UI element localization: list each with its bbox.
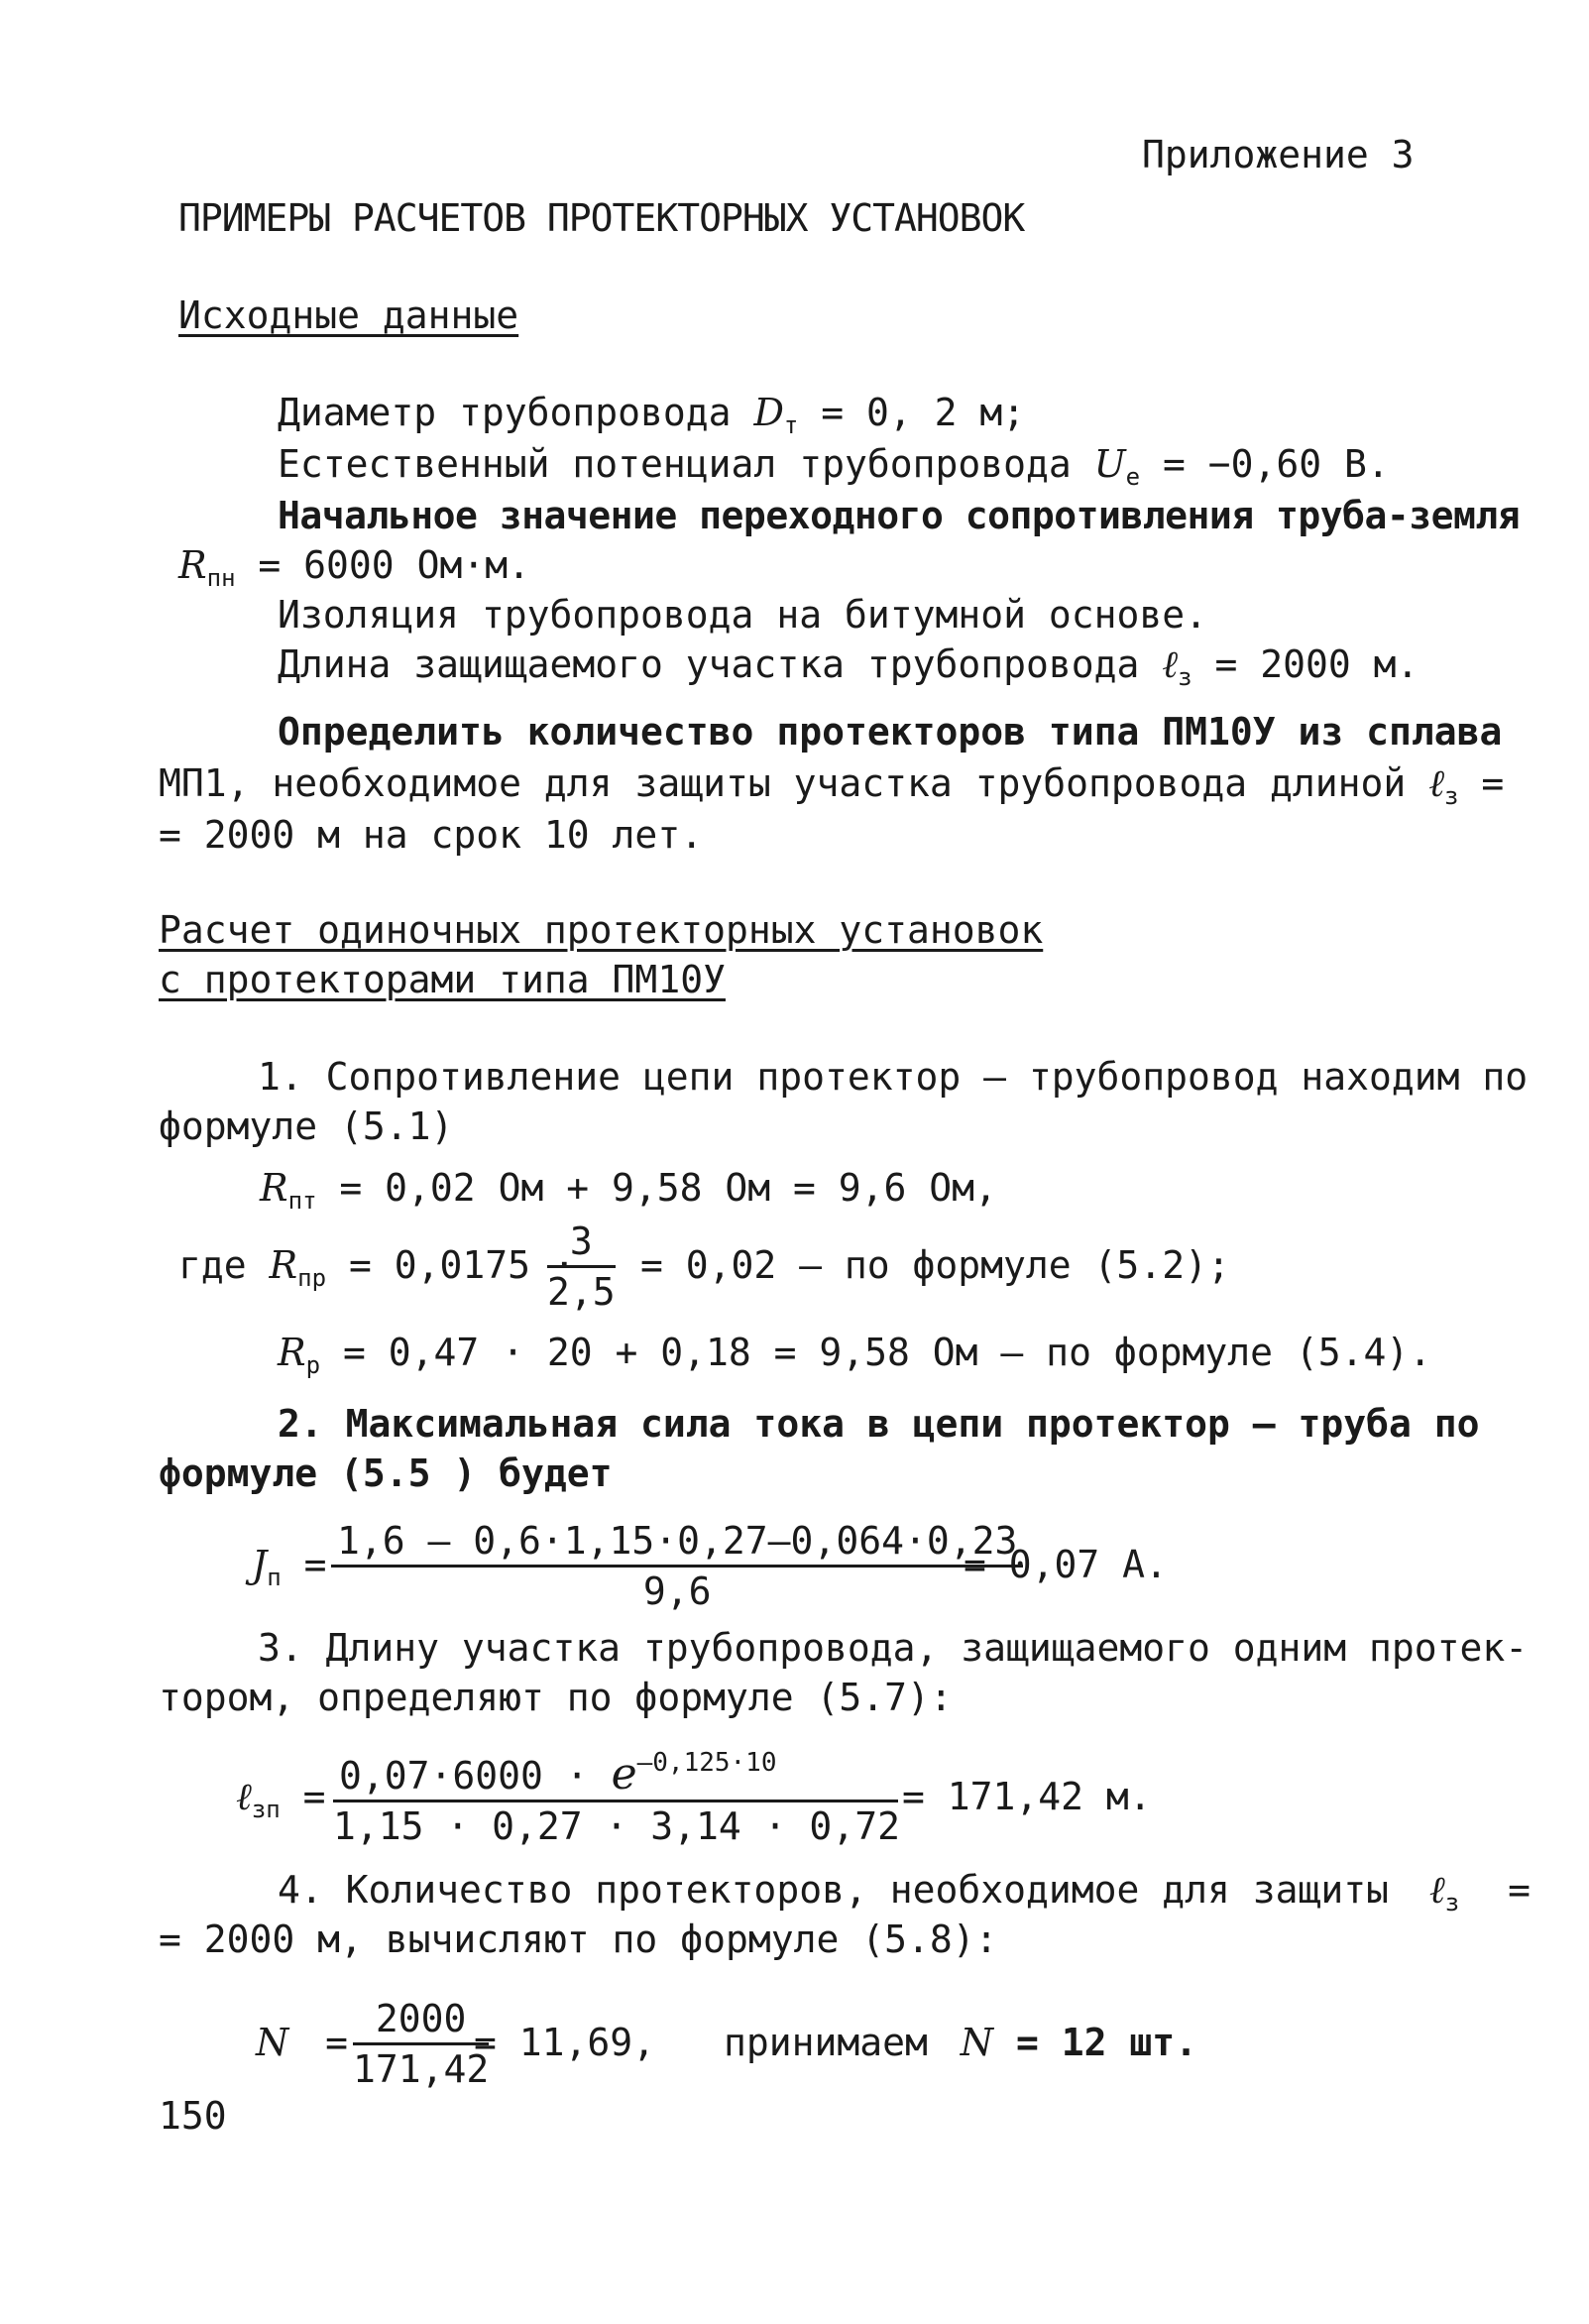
task-line-3: = 2000 м на срок 10 лет. <box>159 813 704 857</box>
rpt-subscript: пт <box>287 1187 317 1215</box>
count-numerator: 2000 <box>353 1997 489 2045</box>
potential-symbol: U <box>1093 442 1126 486</box>
page-number: 150 <box>159 2094 227 2138</box>
count-accept <box>724 2021 1197 2064</box>
source-data-heading: Исходные данные <box>178 293 519 337</box>
count-result: = 11,69, <box>474 2021 656 2064</box>
step2-line-1: 2. Максимальная сила тока в цепи протектор – труба по <box>278 1402 1480 1446</box>
rp-symbol: R <box>278 1331 306 1374</box>
current-fraction <box>331 1519 1023 1613</box>
resistance-line: Начальное значение переходного сопротивления труба-земля <box>278 494 1521 537</box>
current-symbol-wrap <box>252 1543 326 1599</box>
task-line-2 <box>159 761 1504 818</box>
exponent-base: e <box>611 1749 637 1800</box>
length-symbol: ℓ <box>1162 642 1179 686</box>
accept-value: = 12 шт. <box>1015 2021 1197 2064</box>
exponent-power: –0,125·10 <box>636 1748 777 1778</box>
length-line <box>278 642 1419 699</box>
current-equals: = <box>281 1543 327 1586</box>
rpr-lhs: = 0,0175 · <box>348 1243 576 1287</box>
count-denominator: 171,42 <box>353 2047 490 2091</box>
rp-formula <box>278 1331 1431 1387</box>
rp-subscript: р <box>305 1351 321 1379</box>
potential-label: Естественный потенциал трубопровода <box>278 442 1072 486</box>
rpt-formula <box>260 1166 997 1222</box>
length-per-protector-denominator: 1,15 · 0,27 · 3,14 · 0,72 <box>333 1804 900 1848</box>
length-per-protector-fraction <box>333 1741 898 1848</box>
current-numerator: 1,6 – 0,6·1,15·0,27–0,064·0,23 <box>331 1519 1023 1568</box>
rpt-symbol: R <box>260 1166 288 1210</box>
rpr-formula-left <box>178 1243 576 1300</box>
current-subscript: п <box>267 1564 282 1591</box>
current-symbol: J <box>252 1543 268 1586</box>
potential-subscript: e <box>1125 463 1141 491</box>
resistance-symbol: R <box>178 543 207 587</box>
step3-line-2: тором, определяют по формуле (5.7): <box>159 1676 953 1719</box>
insulation-line: Изоляция трубопровода на битумной основе. <box>278 593 1207 637</box>
task-length-symbol: ℓ <box>1428 761 1445 805</box>
current-result: = 0,07 А. <box>964 1543 1168 1586</box>
task-length-subscript: з <box>1444 782 1459 810</box>
count-equals: = <box>325 2021 349 2064</box>
length-per-protector-symbol: ℓ <box>236 1775 252 1818</box>
calc-heading-line-2: с протекторами типа ПМ10У <box>159 958 726 1001</box>
resistance-value-line <box>178 543 530 600</box>
where-label: где <box>178 1243 247 1287</box>
resistance-value: = 6000 Ом·м. <box>258 543 530 587</box>
accept-symbol: N <box>960 2021 994 2064</box>
step3-line-1: 3. Длину участка трубопровода, защищаемого одним протек- <box>258 1626 1529 1670</box>
length-per-protector-numerator <box>333 1741 898 1802</box>
diameter-line <box>278 391 1025 447</box>
rpr-rhs: = 0,02 – по формуле (5.2); <box>640 1243 1230 1287</box>
rpr-fraction <box>547 1220 616 1314</box>
step4-line-2: = 2000 м, вычисляют по формуле (5.8): <box>159 1917 998 1961</box>
count-fraction <box>353 1997 489 2091</box>
rpr-subscript: пр <box>297 1264 327 1292</box>
potential-line <box>278 442 1390 499</box>
page-title: ПРИМЕРЫ РАСЧЕТОВ ПРОТЕКТОРНЫХ УСТАНОВОК <box>178 196 1025 240</box>
step4-length-subscript: з <box>1444 1889 1460 1917</box>
diameter-symbol: D <box>753 391 784 434</box>
potential-value: = −0,60 В. <box>1163 442 1390 486</box>
appendix-label: Приложение 3 <box>1142 133 1415 176</box>
calc-heading-line-1: Расчет одиночных протекторных установок <box>159 908 1044 952</box>
step1-line-1: 1. Сопротивление цепи протектор – трубопровод находим по <box>258 1055 1529 1099</box>
task-line-1: Определить количество протекторов типа ПМ10У из сплава <box>278 710 1503 754</box>
diameter-subscript: т <box>783 411 799 439</box>
length-value: = 2000 м. <box>1214 642 1419 686</box>
task-line-2-text: МП1, необходимое для защиты участка трубопровода длиной <box>159 761 1407 805</box>
length-label: Длина защищаемого участка трубопровода <box>278 642 1140 686</box>
resistance-subscript: пн <box>206 564 236 592</box>
length-per-protector-result: = 171,42 м. <box>902 1775 1152 1818</box>
step4-length-symbol: ℓ <box>1428 1868 1445 1912</box>
step1-line-2: формуле (5.1) <box>159 1104 454 1148</box>
accept-label: принимаем <box>724 2021 928 2064</box>
rpr-denominator: 2,5 <box>547 1270 616 1314</box>
rpr-symbol: R <box>269 1243 298 1287</box>
count-symbol-wrap <box>256 2021 348 2064</box>
numerator-product: 0,07·6000 · <box>339 1754 589 1798</box>
step4-line-1-text: 4. Количество протекторов, необходимое для защиты <box>278 1868 1390 1912</box>
step2-line-2: формуле (5.5 ) будет <box>159 1452 613 1495</box>
count-symbol: N <box>256 2021 289 2064</box>
task-line-2-equals: = <box>1481 761 1505 805</box>
length-subscript: з <box>1178 663 1192 691</box>
rpr-numerator: 3 <box>547 1220 616 1268</box>
step4-line-1 <box>278 1868 1531 1924</box>
rpt-expression: = 0,02 Ом + 9,58 Ом = 9,6 Ом, <box>339 1166 997 1210</box>
step4-line-1-equals: = <box>1508 1868 1531 1912</box>
diameter-value: = 0, 2 м; <box>821 391 1026 434</box>
length-per-protector-symbol-wrap <box>236 1775 326 1831</box>
length-per-protector-subscript: зп <box>251 1796 281 1823</box>
diameter-label: Диаметр трубопровода <box>278 391 732 434</box>
rp-expression: = 0,47 · 20 + 0,18 = 9,58 Ом – по формуле (5.4). <box>342 1331 1432 1374</box>
current-denominator: 9,6 <box>642 1569 712 1613</box>
length-per-protector-equals: = <box>280 1775 326 1818</box>
